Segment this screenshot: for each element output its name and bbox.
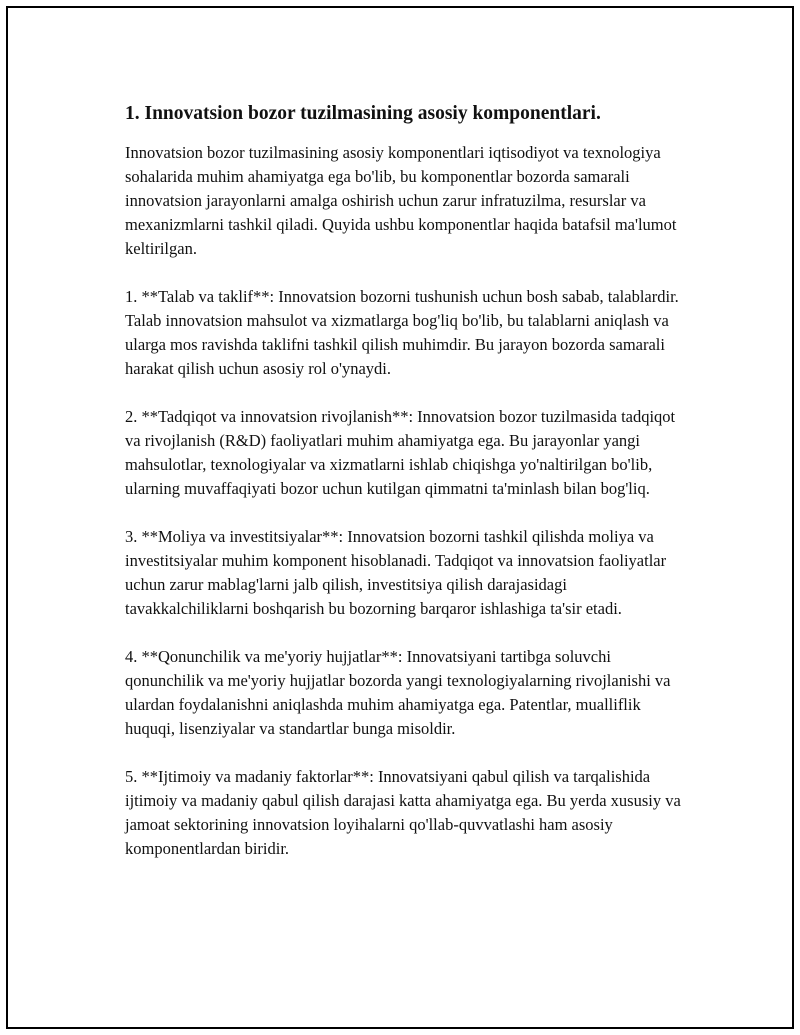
document-page — [6, 6, 794, 1029]
paragraph-moliya: 3. **Moliya va investitsiyalar**: Innovatsion bozorni tashkil qilishda moliya va investitsiyalar muhim komponent hisoblanadi. Tadqiqot va innovatsion faoliyatlar uchun zarur mablag'larni jalb qilish, investitsiya qilish darajasidagi tavakkalchiliklarni boshqarish bu bozorning barqaror ishlashiga ta'sir etadi. — [125, 527, 667, 618]
paragraph-qonunchilik: 4. **Qonunchilik va me'yoriy hujjatlar**: Innovatsiyani tartibga soluvchi qonunchilik va me'yoriy hujjatlar bozorda yangi texnologiyalarning rivojlanishi va ulardan foydalanishni aniqlashda muhim ahamiyatga ega. Patentlar, mualliflik huquqi, lisenziyalar va standartlar bunga misoldir. — [125, 647, 671, 738]
intro-paragraph: Innovatsion bozor tuzilmasining asosiy komponentlari iqtisodiyot va texnologiya sohalarida muhim ahamiyatga ega bo'lib, bu komponentlar bozorda samarali innovatsion jarayonlarni amalga oshirish uchun zarur infratuzilma, resurslar va mexanizmlarni tashkil qiladi. Quyida ushbu komponentlar haqida batafsil ma'lumot keltirilgan. — [125, 143, 677, 258]
paragraph-ijtimoiy: 5. **Ijtimoiy va madaniy faktorlar**: Innovatsiyani qabul qilish va tarqalishida ijtimoiy va madaniy qabul qilish darajasi katta ahamiyatga ega. Bu yerda xususiy va jamoat sektorining innovatsion loyihalarni qo'llab-quvvatlashi ham asosiy komponentlardan biridir. — [125, 767, 681, 858]
section-heading: 1. Innovatsion bozor tuzilmasining asosiy komponentlari. — [125, 103, 601, 124]
paragraph-tadqiqot: 2. **Tadqiqot va innovatsion rivojlanish**: Innovatsion bozor tuzilmasida tadqiqot va rivojlanish (R&D) faoliyatlari muhim ahamiyatga ega. Bu jarayonlar yangi mahsulotlar, texnologiyalar va xizmatlarni ishlab chiqishga yo'naltirilgan bo'lib, ularning muvaffaqiyati bozor uchun kutilgan qimmatni ta'minlash bilan bog'liq. — [125, 407, 676, 498]
document-body — [125, 101, 685, 861]
paragraph-talab-va-taklif: 1. **Talab va taklif**: Innovatsion bozorni tushunish uchun bosh sabab, talablardir. Talab innovatsion mahsulot va xizmatlarga bog'liq bo'lib, bu talablarni aniqlash va ularga mos ravishda taklifni tashkil qilish muhimdir. Bu jarayon bozorda samarali harakat qilish uchun asosiy rol o'ynaydi. — [125, 287, 679, 378]
